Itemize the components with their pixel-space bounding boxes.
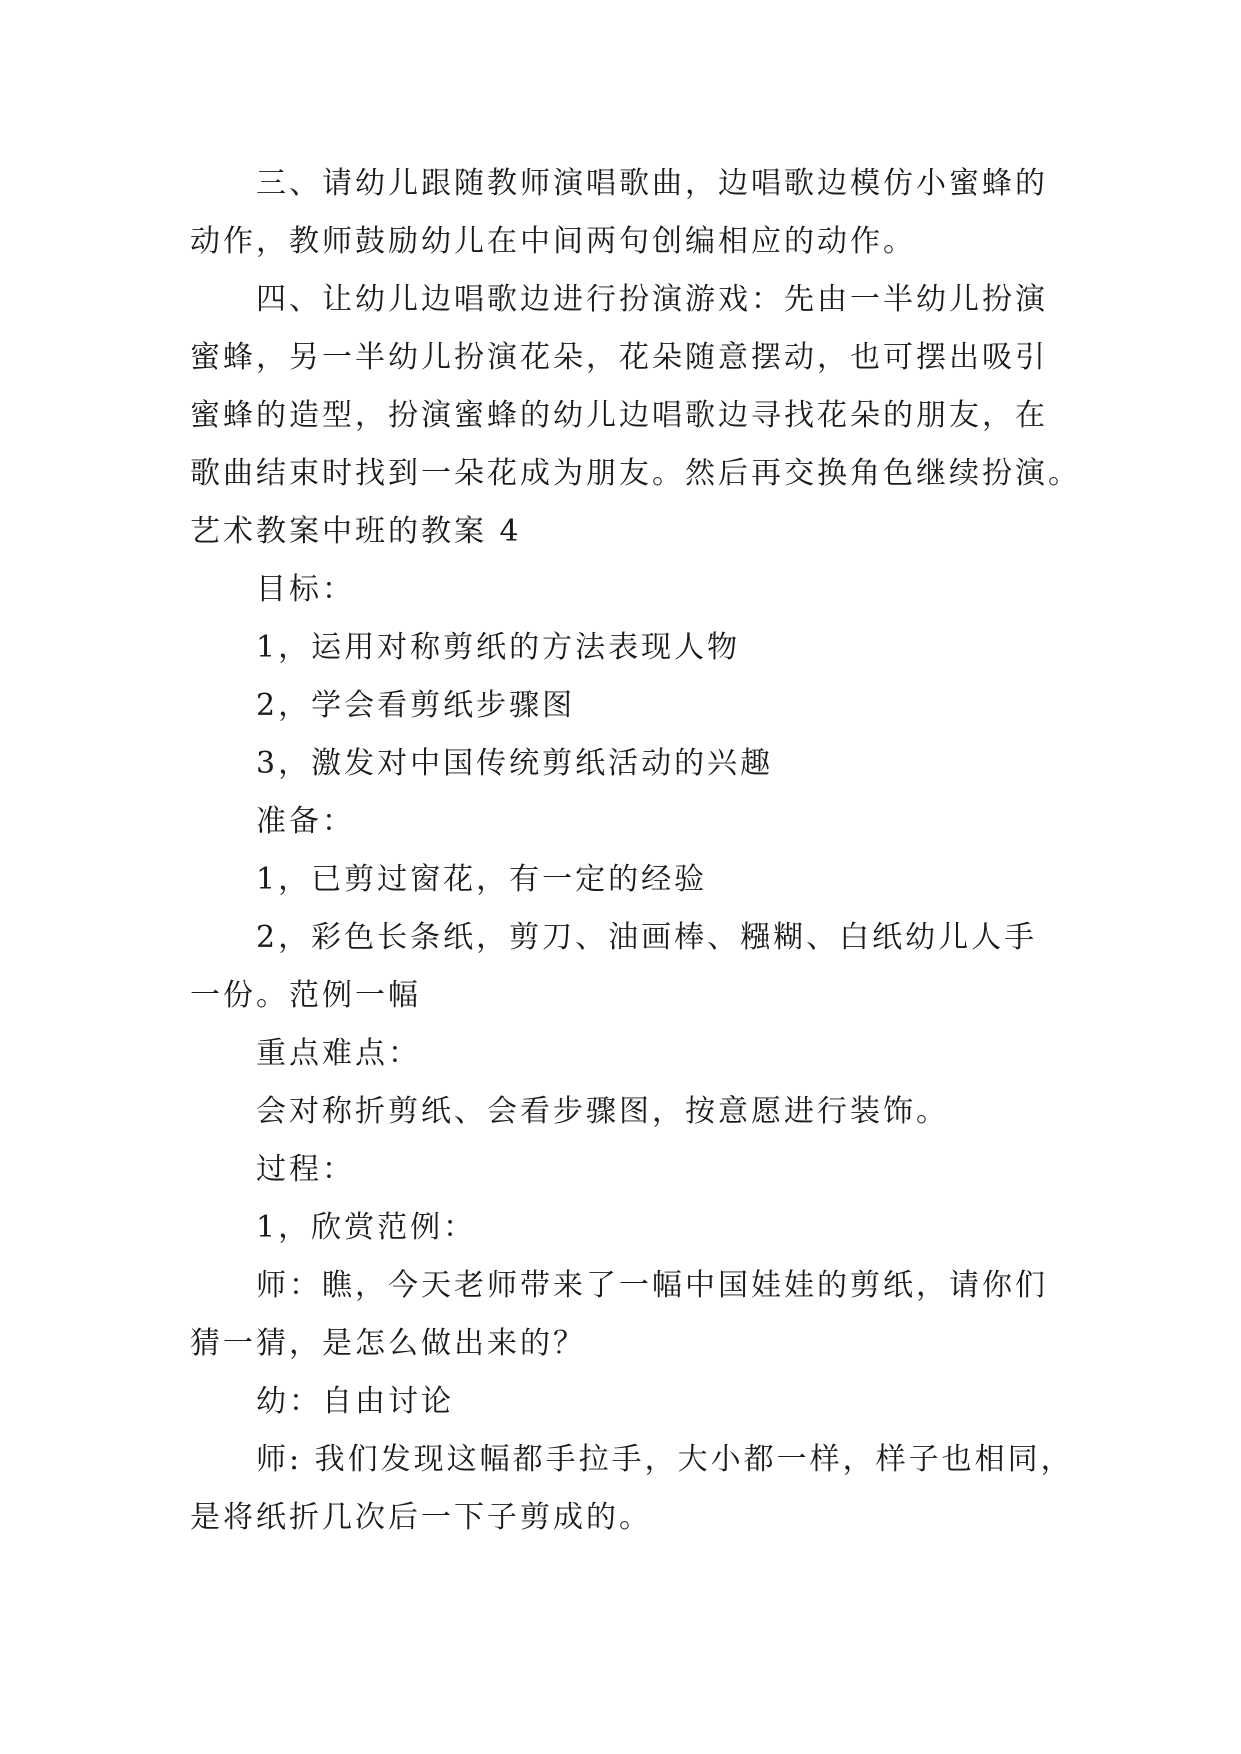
- list-item: 2，彩色长条纸，剪刀、油画棒、糨糊、白纸幼儿人手: [256, 920, 1038, 955]
- subheading-goals: 目标：: [256, 572, 355, 607]
- paragraph-line: 蜜蜂的造型，扮演蜜蜂的幼儿边唱歌边寻找花朵的朋友，在: [190, 398, 1048, 433]
- paragraph-line: 一份。范例一幅: [190, 978, 421, 1013]
- paragraph-line: 三、请幼儿跟随教师演唱歌曲，边唱歌边模仿小蜜蜂的: [256, 166, 1048, 201]
- list-item: 1，运用对称剪纸的方法表现人物: [256, 630, 741, 665]
- paragraph-line: 是将纸折几次后一下子剪成的。: [190, 1500, 652, 1535]
- list-item: 2，学会看剪纸步骤图: [256, 688, 576, 723]
- list-item: 1，已剪过窗花，有一定的经验: [256, 862, 708, 897]
- paragraph-line: 歌曲结束时找到一朵花成为朋友。然后再交换角色继续扮演。: [190, 456, 1081, 491]
- paragraph-line: 动作，教师鼓励幼儿在中间两句创编相应的动作。: [190, 224, 916, 259]
- paragraph-line: 蜜蜂，另一半幼儿扮演花朵，花朵随意摆动，也可摆出吸引: [190, 340, 1048, 375]
- paragraph-line: 猜一猜，是怎么做出来的？: [190, 1326, 586, 1361]
- paragraph-line: 师：瞧，今天老师带来了一幅中国娃娃的剪纸，请你们: [256, 1268, 1048, 1303]
- paragraph-line: 会对称折剪纸、会看步骤图，按意愿进行装饰。: [256, 1094, 949, 1129]
- subheading-preparation: 准备：: [256, 804, 355, 839]
- paragraph-line: 四、让幼儿边唱歌边进行扮演游戏：先由一半幼儿扮演: [256, 282, 1048, 317]
- paragraph-line: 幼：自由讨论: [256, 1384, 454, 1419]
- subheading-process: 过程：: [256, 1152, 355, 1187]
- paragraph-line: 师: 我们发现这幅都手拉手，大小都一样，样子也相同，: [256, 1442, 1074, 1477]
- list-item: 3，激发对中国传统剪纸活动的兴趣: [256, 746, 774, 781]
- document-body: [190, 155, 1081, 1547]
- list-item: 1，欣赏范例：: [256, 1210, 477, 1245]
- section-title: 艺术教案中班的教案 4: [190, 514, 522, 549]
- subheading-key-points: 重点难点：: [256, 1036, 421, 1071]
